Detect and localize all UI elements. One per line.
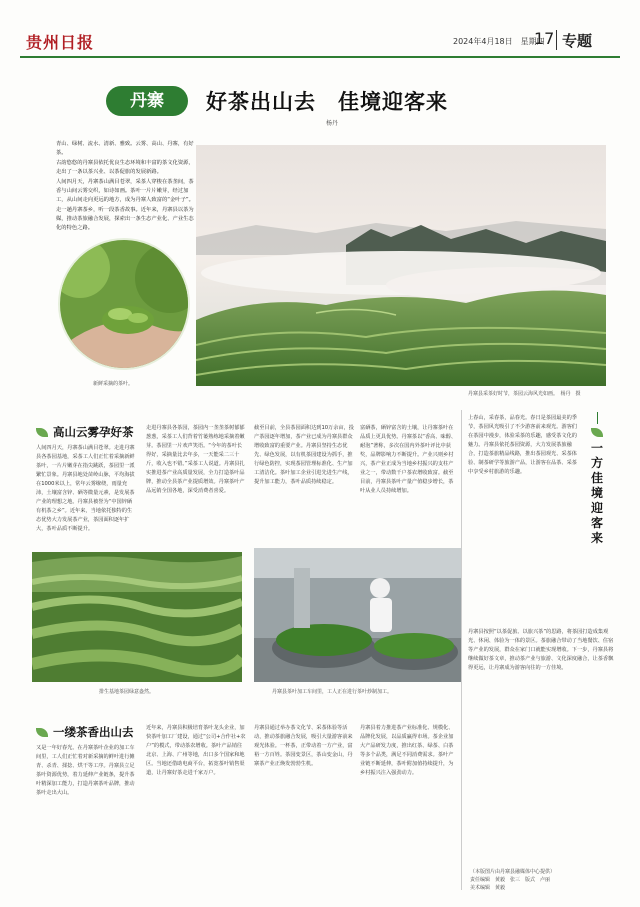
side-heading-char: 客 (590, 516, 603, 530)
tea-factory-photo (254, 548, 462, 682)
article-column: 又是一年好春光。在丹寨茶叶企业的加工车间里，工人们正忙着对新采摘的鲜叶进行摊青、杀青、揉捻、烘干等工序。丹寨县立足茶叶资源优势，着力延伸产业链条，提升茶叶精深加工能力，打造丹寨茶叶品牌，推动茶叶走出大山。 (36, 745, 135, 796)
newspaper-logo: 贵州日报 (26, 33, 95, 52)
leaf-icon (36, 728, 48, 737)
section-heading-text: 高山云雾孕好茶 (53, 425, 134, 439)
masthead-rule (20, 56, 620, 58)
article-column: 丹寨县着力推进茶产业标准化、规模化、品牌化发展，以品质赢得市场。茶企业加大产品研发力度，推出红茶、绿茶、白茶等多个品类，满足不同消费需求。茶叶产业链不断延伸，茶叶附加值持续提升，为乡村振兴注入强劲动力。 (360, 725, 454, 776)
region-tag: 丹寨 (106, 86, 188, 116)
side-heading-char: 境 (590, 486, 603, 500)
leaf-icon (36, 428, 48, 437)
section-name: 专题 (562, 32, 593, 50)
article-column: 丹寨县按照“以茶促旅、以旅兴茶”的思路，将茶园打造成集观光、休闲、体验为一体的景区。茶旅融合带动了当地餐饮、住宿等产业的发展，群众在家门口就能实现增收。下一步，丹寨县将继续做好茶文章，推动茶产业与旅游、文化深度融合，让茶香飘得更远，让丹寨成为游客向往的一方佳境。 (468, 629, 614, 671)
article-column: 截至目前，全县茶园面积达到10万余亩，投产茶园逐年增加，茶产业已成为丹寨县群众增收致富的重要产业。丹寨县坚持生态优先、绿色发展，以有机茶园建设为抓手，推行绿色防控，实现茶园管理标准化、生产加工清洁化。茶叶加工企业引进先进生产线，提升加工能力，茶叶品质持续稳定。 (254, 425, 354, 485)
column-divider (461, 410, 462, 890)
article-column: 近年来，丹寨县积极培育茶叶龙头企业，加快茶叶加工厂建设，通过“公司+合作社+农户”的模式，带动茶农增收。茶叶产品销往北京、上海、广州等地，出口多个国家和地区。当地还借助电商平台，拓宽茶叶销售渠道，让丹寨好茶走进千家万户。 (146, 725, 246, 776)
footer-line: 美术编辑 黄毅 (470, 885, 506, 891)
footer-line: 责任编辑 黄毅 张三 版式 卢丽 (470, 877, 551, 883)
intro-paragraph: 人间四月天，丹寨茶山满目苍翠，采茶人穿梭在茶垄间，茶香与山间云雾交织，如诗如画。茶叶一片片嫩芽，经过加工，从山间走向更远的地方，成为丹寨人致富的“金叶子”。 (56, 179, 194, 203)
footer-line: （本版图片由丹寨县融媒体中心提供） (470, 869, 556, 875)
article-column: 丹寨县通过举办茶文化节、采茶体验等活动，推动茶旅融合发展，吸引大量游客前来观光体验。一杯茶，正带动着一方产业，富裕一方百姓。茶园变景区，茶山变金山，丹寨茶产业正焕发勃勃生机。 (254, 725, 353, 767)
intro-paragraphs (56, 140, 194, 234)
section-heading-1 (36, 424, 134, 440)
section-heading-text: 一缕茶香出山去 (53, 725, 134, 739)
masthead-divider (556, 30, 557, 50)
page-number: 17 (534, 29, 555, 48)
intro-paragraph: 走一趟丹寨茶乡，听一段茶香故事。近年来，丹寨县以茶为媒，推动茶旅融合发展，探索出一条生态产业化、产业生态化的特色之路。 (56, 207, 194, 231)
section-heading-3 (586, 426, 608, 546)
article-column: 上春山，采春茶，品春光。春日是茶园最美的季节，茶园风光吸引了不少游客前来观光。游客们在茶园中漫步，体验采茶的乐趣，感受茶文化的魅力。丹寨县依托茶园资源，大力发展茶旅融合，打造茶旅精品线路，推出茶园观光、采茶体验、制茶研学等旅游产品，让游客在品茶、采茶中享受乡村旅游的乐趣。 (468, 415, 577, 475)
side-heading-char: 佳 (590, 471, 603, 485)
article-column: 人间四月天，丹寨茶山满目苍翠。走进丹寨县各茶园基地，采茶工人们正忙着采摘新鲜茶叶，一片片嫩芽在指尖跳跃，茶园里一派繁忙景象。丹寨县地处苗岭山脉，平均海拔在1000米以上，常年云雾缭绕，雨量充沛，土壤富含锌、硒等微量元素，是发展茶产业的理想之地。丹寨县被誉为“中国锌硒有机茶之乡”。近年来，当地依托独特的生态优势大力发展茶产业，茶园面积逐年扩大，茶叶品质不断提升。 (36, 445, 135, 532)
factory-photo-caption: 丹寨县茶叶加工车间里，工人正在进行茶叶炒制加工。 (272, 689, 393, 695)
section-heading-2 (36, 724, 134, 740)
tea-mountain-photo (196, 145, 606, 386)
article-column: 走进丹寨县各茶园，茶园内一垄垄茶树郁郁葱葱，采茶工人们背着竹篓熟练地采摘着嫩芽。茶园里一片欢声笑语。“今年的茶叶长得好，采摘量比去年多，一天能采二三十斤，收入也不错。”采茶工人说道。丹寨县扎实推进茶产业高质量发展，全力打造茶叶品牌，推动全县茶产业提质增效。丹寨茶叶产品远销全国各地，深受消费者喜爱。 (146, 425, 245, 494)
leaf-icon (591, 428, 603, 437)
page-title: 好茶出山去 佳境迎客来 (206, 90, 448, 114)
tea-photo-caption: 排生基地茶园绿意盎然。 (99, 689, 155, 695)
article-column: 富硒茶，硒锌富含的土壤，让丹寨茶叶在品质上更具优势。丹寨茶以“香高、味醇、耐泡”著称，多次在国内外茶叶评比中获奖，品牌影响力不断提升。产业兴则乡村兴，茶产业正成为当地乡村振兴的支柱产业之一，带动数千户茶农增收致富。截至目前，丹寨县茶叶产量产值稳步增长，茶叶从业人员持续增加。 (360, 425, 457, 494)
big-photo-caption: 丹寨县采茶好时节，茶园云海风光如画。 杨丹 摄 (468, 391, 581, 397)
side-heading-char: 迎 (590, 501, 603, 515)
side-heading-char: 来 (590, 531, 603, 545)
circle-photo-caption: 新鲜采摘的茶叶。 (93, 381, 134, 387)
footer-credits (470, 868, 630, 892)
intro-paragraph: 青山、绿树、流水、清新、雅致。云雾、高山、丹寨，有好茶。 (56, 141, 194, 156)
side-heading-char: 一 (590, 441, 603, 455)
issue-date: 2024年4月18日 星期四 (453, 37, 545, 46)
side-heading-rule (597, 412, 598, 424)
tea-leaves-hand-photo (40, 238, 208, 371)
intro-paragraph: 古韵悠悠的丹寨县依托优良生态环境和丰富的茶文化资源，走出了一条以茶兴业、以茶促旅的发展新路。 (56, 160, 194, 175)
tea-garden-photo (32, 552, 242, 682)
byline: 杨丹 (326, 120, 339, 127)
side-heading-char: 方 (590, 456, 603, 470)
